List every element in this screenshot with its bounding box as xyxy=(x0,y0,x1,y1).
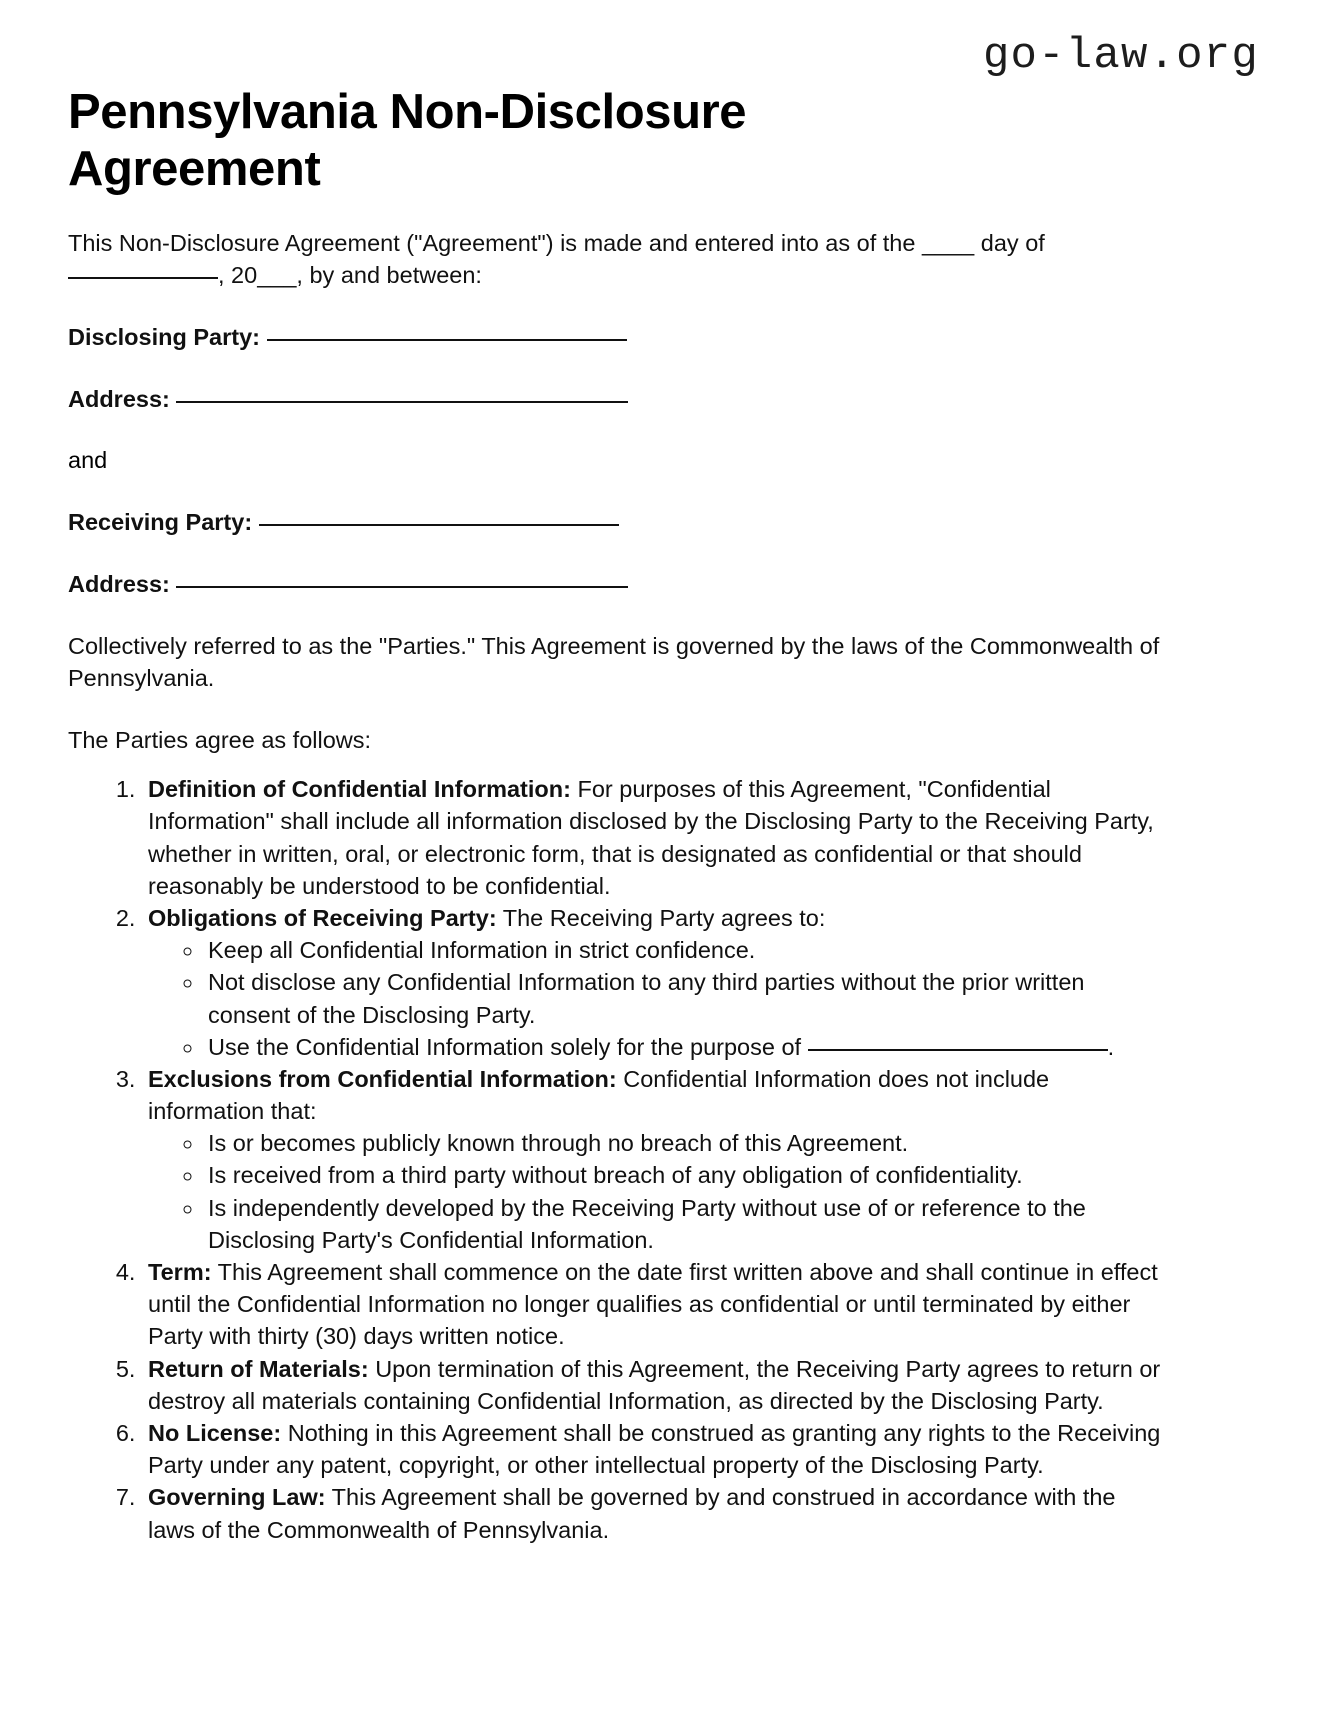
blank-purpose[interactable] xyxy=(808,1049,1108,1051)
clause-subitem xyxy=(204,1031,1168,1063)
clause-body xyxy=(148,1420,1160,1478)
clause-text: This Agreement shall be governed by and construed in accordance with the laws of the Commonwealth of Pennsylvania. xyxy=(148,1484,1116,1543)
clause-item xyxy=(142,1063,1168,1256)
clause-subitem-text: Keep all Confidential Information in strict confidence. xyxy=(208,937,756,964)
field-label-receiving-party: Receiving Party: xyxy=(68,509,253,536)
field-receiving-address xyxy=(68,539,1263,601)
clause-item xyxy=(142,1417,1168,1481)
clause-sublist xyxy=(148,934,1168,1063)
clause-subitem xyxy=(204,934,1168,966)
clause-text: This Agreement shall commence on the date first written above and shall continue in effect until the Confidential Information no longer qualifies as confidential or until terminated by either Party with thirty (30) days written notice. xyxy=(148,1259,1158,1350)
clause-body xyxy=(148,776,1154,899)
clause-body xyxy=(148,905,825,931)
clause-subitem xyxy=(204,966,1168,1030)
clause-body xyxy=(148,1484,1116,1542)
conjunction-and: and xyxy=(68,447,108,474)
clause-subitem xyxy=(204,1127,1168,1159)
field-blank-receiving-address[interactable] xyxy=(176,586,628,588)
clause-subitem-text: Is received from a third party without breach of any obligation of confidentiality. xyxy=(208,1162,1023,1189)
clause-text: The Receiving Party agrees to: xyxy=(496,904,826,931)
clause-subitem xyxy=(204,1192,1168,1256)
clause-body xyxy=(148,1356,1160,1414)
clause-sublist xyxy=(148,1127,1168,1256)
intro-line-2-prefix: of xyxy=(1025,229,1045,256)
clause-body xyxy=(148,1259,1158,1349)
field-label-disclosing-party: Disclosing Party: xyxy=(68,323,260,350)
blank-month[interactable] xyxy=(68,277,218,279)
field-label-receiving-address: Address: xyxy=(68,571,170,598)
page-title: Pennsylvania Non-Disclosure Agreement xyxy=(68,85,747,196)
field-blank-disclosing-party[interactable] xyxy=(267,339,627,341)
clause-title: Definition of Confidential Information: xyxy=(148,776,571,803)
intro-line-2-mid: , 20___, by and between: xyxy=(218,261,482,288)
field-blank-receiving-party[interactable] xyxy=(259,524,619,526)
clause-text: For purposes of this Agreement, "Confidential Information" shall include all information disclosed by the Disclosing Party to the Receiving Party, whether in written, oral, or electronic form, that is designated as confidential or that should reasonably be understood to be confidential. xyxy=(148,776,1154,899)
clause-subitem-text: Use the Confidential Information solely for the purpose of xyxy=(208,1033,802,1060)
clause-text: Confidential Information does not include information that: xyxy=(148,1065,1050,1125)
clause-list xyxy=(68,773,1263,1546)
field-disclosing-party xyxy=(68,292,1263,354)
clause-subitem-text: Not disclose any Confidential Information to any third parties without the prior written consent of the Disclosing Party. xyxy=(208,969,1085,1028)
clause-subitem-text: Is or becomes publicly known through no breach of this Agreement. xyxy=(208,1130,909,1157)
clause-text: Nothing in this Agreement shall be construed as granting any rights to the Receiving Party under any patent, copyright, or other intellectual property of the Disclosing Party. xyxy=(148,1419,1161,1479)
clause-subitem-text: Is independently developed by the Receiving Party without use of or reference to the Disclosing Party's Confidential Information. xyxy=(208,1194,1086,1253)
clause-text: Upon termination of this Agreement, the Receiving Party agrees to return or destroy all materials containing Confidential Information, as directed by the Disclosing Party. xyxy=(148,1355,1161,1414)
clause-item xyxy=(142,1353,1168,1417)
field-receiving-party xyxy=(68,477,1263,539)
intro-line-1: This Non-Disclosure Agreement ("Agreement") is made and entered into as of the ____ day xyxy=(68,229,1019,256)
clause-item xyxy=(142,902,1168,1063)
clause-title: Governing Law: xyxy=(148,1484,326,1511)
site-logo: go-law.org xyxy=(982,31,1259,81)
clause-title: Term: xyxy=(148,1259,212,1285)
clause-item xyxy=(142,1256,1168,1353)
field-blank-disclosing-address[interactable] xyxy=(176,401,628,403)
clause-item xyxy=(142,1481,1168,1545)
field-label-disclosing-address: Address: xyxy=(68,385,170,412)
clause-subitem-suffix: . xyxy=(1107,1033,1115,1060)
clause-title: Obligations of Receiving Party: xyxy=(148,904,497,931)
field-disclosing-address xyxy=(68,354,1263,416)
clause-subitem xyxy=(204,1159,1168,1191)
clause-item xyxy=(142,773,1168,902)
clause-title: Exclusions from Confidential Information: xyxy=(148,1065,617,1092)
intro-paragraph xyxy=(68,198,1168,292)
clause-body xyxy=(148,1066,1049,1124)
clause-title: Return of Materials: xyxy=(148,1355,369,1382)
agree-lead-paragraph: The Parties agree as follows: xyxy=(68,727,372,754)
collectively-paragraph: Collectively referred to as the "Parties." This Agreement is governed by the laws of the Commonwealth of Pennsylvania. xyxy=(68,633,1160,692)
clause-title: No License: xyxy=(148,1419,282,1446)
